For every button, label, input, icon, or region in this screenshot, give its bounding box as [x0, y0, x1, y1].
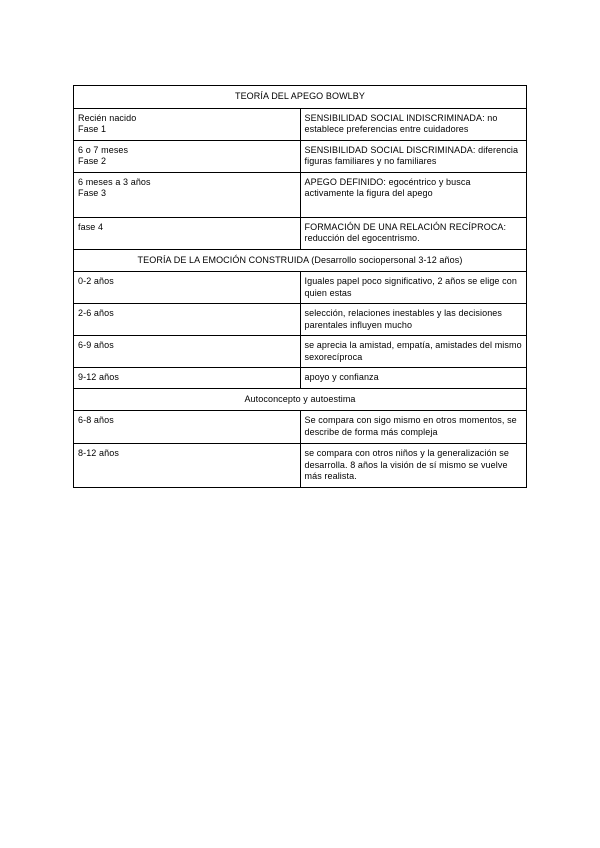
stage-line: Fase 1 [78, 124, 107, 134]
description-cell: apoyo y confianza [300, 368, 527, 389]
stage-line: Fase 3 [78, 188, 107, 198]
description-cell: se aprecia la amistad, empatía, amistades del mismo sexorecíproca [300, 336, 527, 368]
stage-cell [74, 172, 301, 217]
section-title: TEORÍA DEL APEGO BOWLBY [74, 86, 527, 109]
section-header-row [74, 388, 527, 411]
description-cell: Iguales papel poco significativo, 2 años se elige con quien estas [300, 272, 527, 304]
stage-cell: 6-8 años [74, 411, 301, 444]
table-row [74, 172, 527, 217]
description-cell: se compara con otros niños y la generalización se desarrolla. 8 años la visión de sí mismo se vuelve más realista. [300, 444, 527, 488]
description-cell: FORMACIÓN DE UNA RELACIÓN RECÍPROCA: reducción del egocentrismo. [300, 217, 527, 249]
description-cell: Se compara con sigo mismo en otros momentos, se describe de forma más compleja [300, 411, 527, 444]
section-header-row [74, 249, 527, 272]
description-cell: SENSIBILIDAD SOCIAL INDISCRIMINADA: no establece preferencias entre cuidadores [300, 108, 527, 140]
table-row [74, 272, 527, 304]
description-cell: APEGO DEFINIDO: egocéntrico y busca activamente la figura del apego [300, 172, 527, 217]
table-row [74, 304, 527, 336]
table-row [74, 411, 527, 444]
table-row [74, 336, 527, 368]
stage-line: Fase 2 [78, 156, 107, 166]
table-row [74, 444, 527, 488]
section-header-row [74, 86, 527, 109]
table-row [74, 368, 527, 389]
document-page [73, 85, 527, 488]
description-cell: selección, relaciones inestables y las decisiones parentales influyen mucho [300, 304, 527, 336]
stage-cell: 2-6 años [74, 304, 301, 336]
stage-cell [74, 108, 301, 140]
stage-cell: 0-2 años [74, 272, 301, 304]
table-row [74, 140, 527, 172]
table-row [74, 108, 527, 140]
stage-cell: fase 4 [74, 217, 301, 249]
stage-cell: 6-9 años [74, 336, 301, 368]
summary-table [73, 85, 527, 488]
stage-cell [74, 140, 301, 172]
stage-cell: 8-12 años [74, 444, 301, 488]
section-title: Autoconcepto y autoestima [74, 388, 527, 411]
section-title: TEORÍA DE LA EMOCIÓN CONSTRUIDA (Desarrollo sociopersonal 3-12 años) [74, 249, 527, 272]
stage-line: 6 meses a 3 años [78, 176, 151, 187]
description-cell: SENSIBILIDAD SOCIAL DISCRIMINADA: diferencia figuras familiares y no familiares [300, 140, 527, 172]
stage-line: Recién nacido [78, 112, 137, 123]
stage-line: 6 o 7 meses [78, 144, 129, 155]
stage-cell: 9-12 años [74, 368, 301, 389]
table-row [74, 217, 527, 249]
